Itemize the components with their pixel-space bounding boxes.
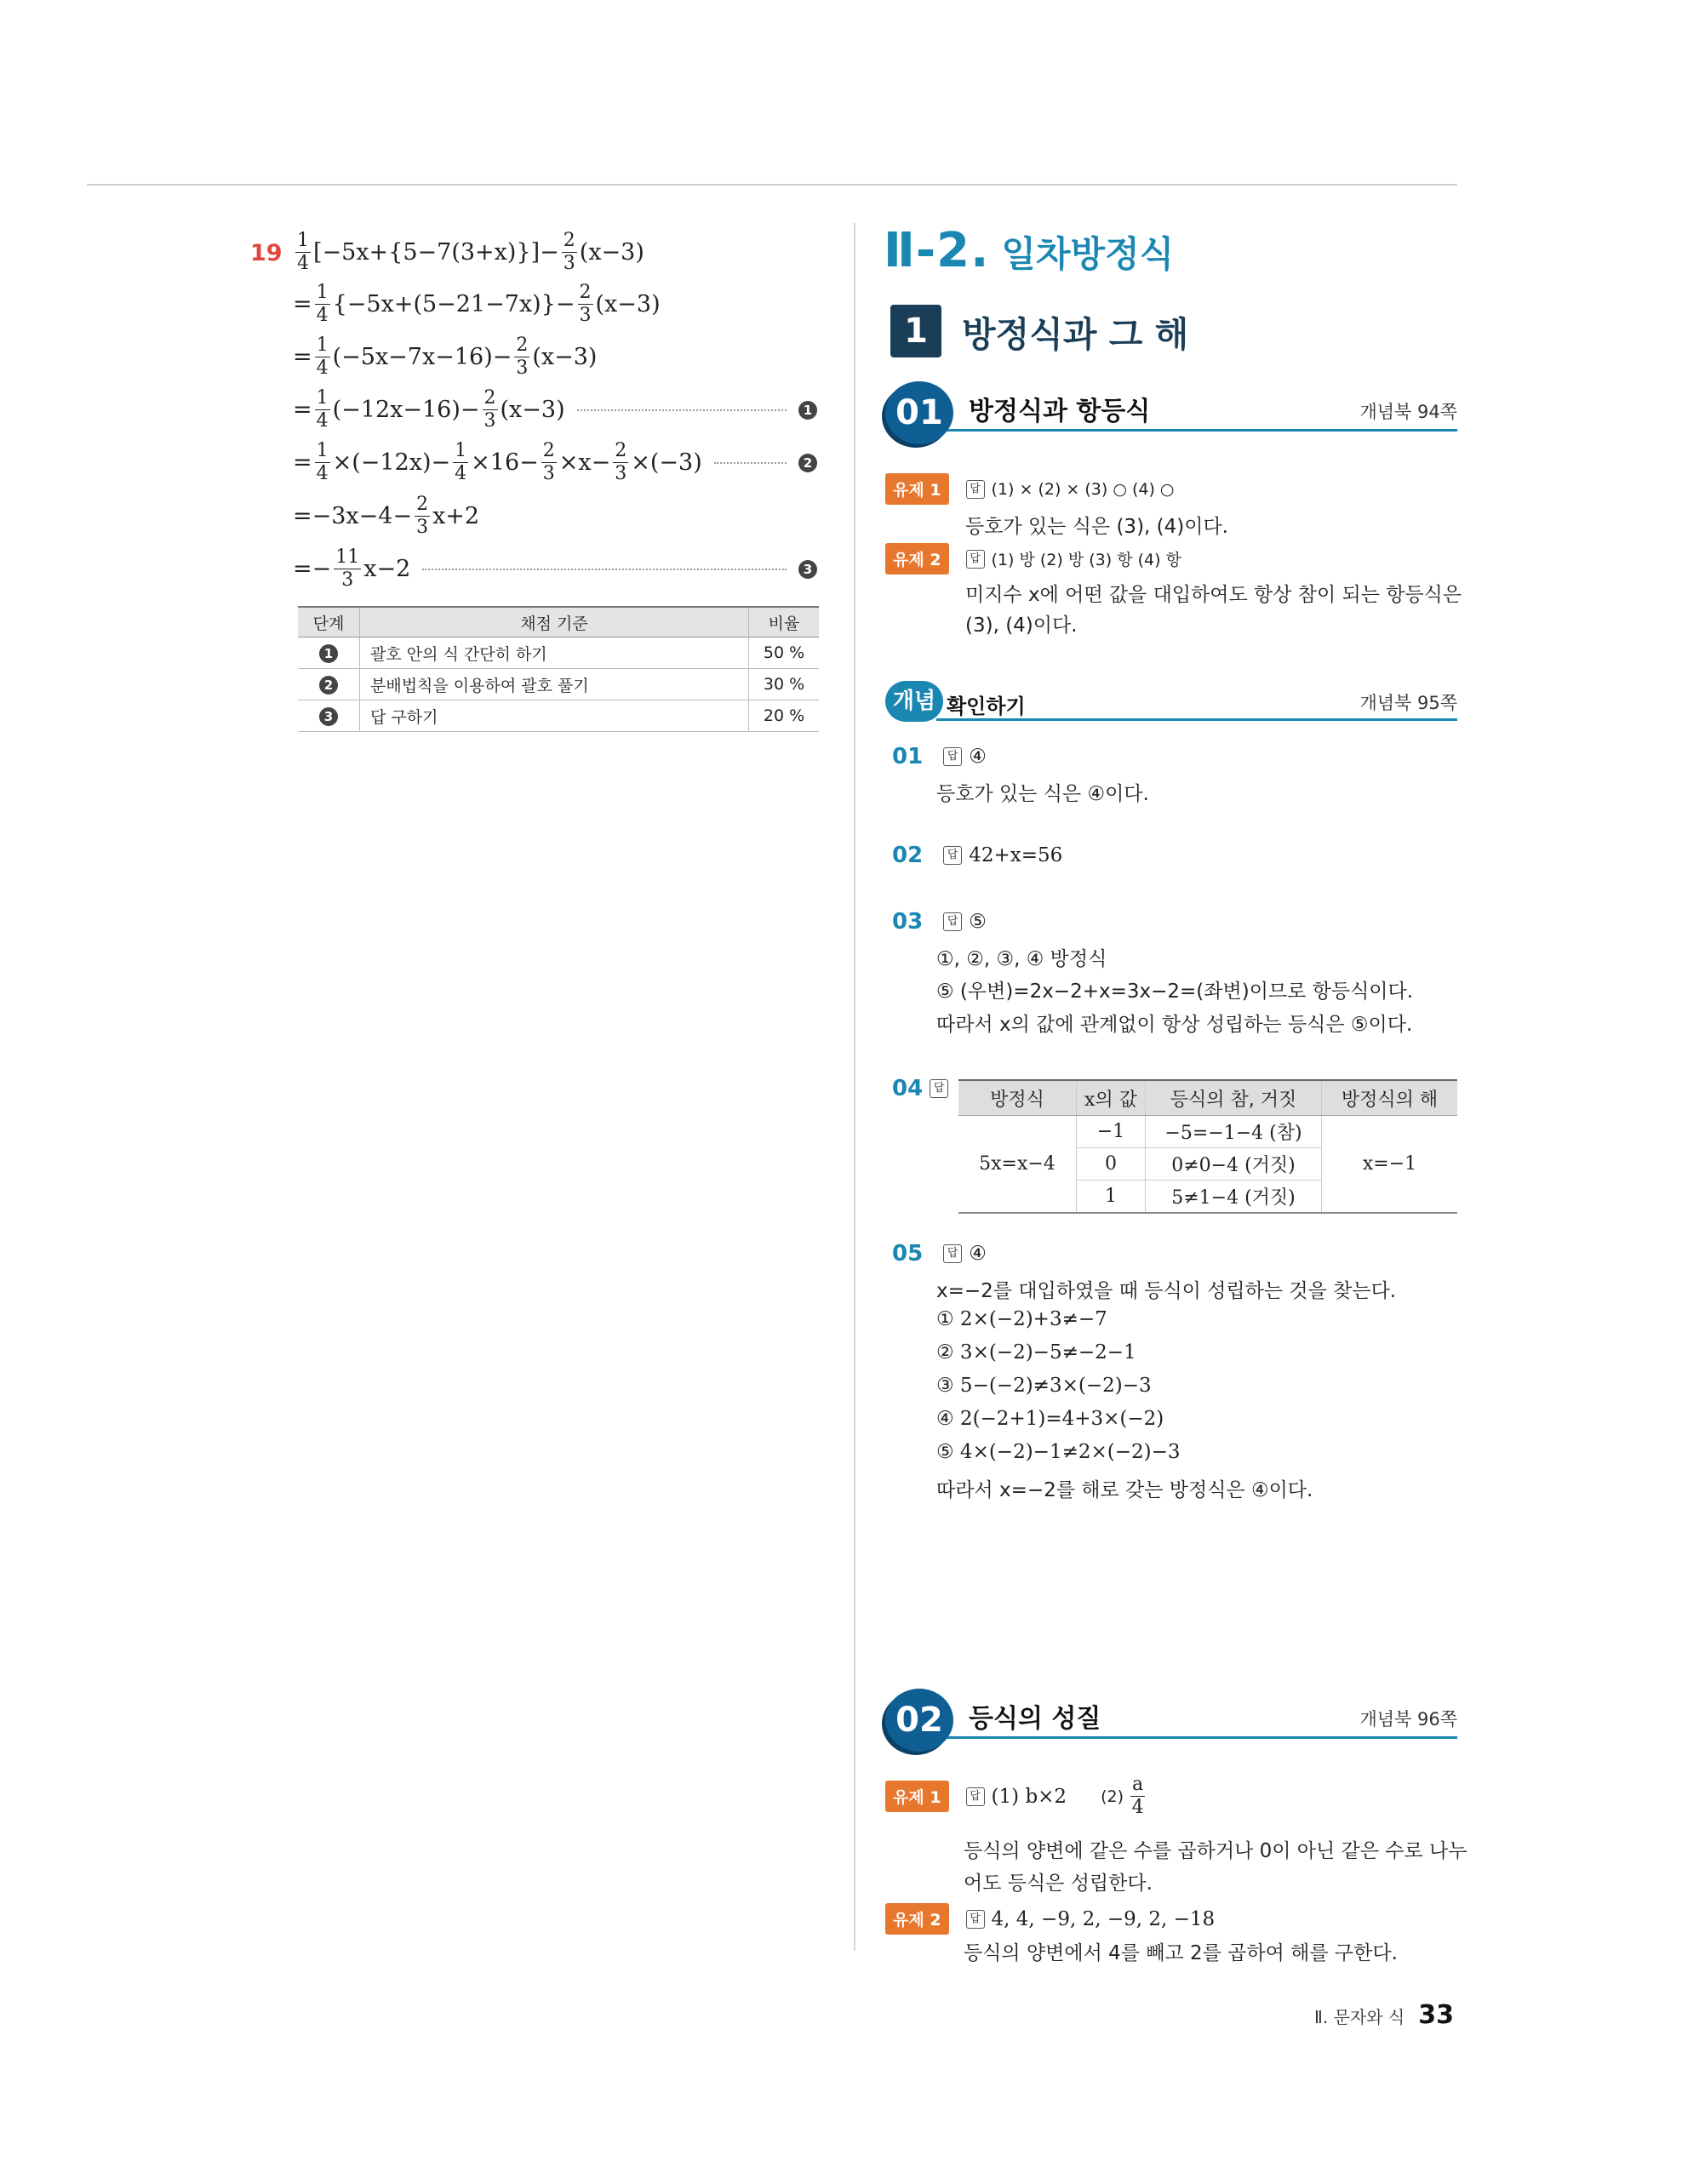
solution-line-3 bbox=[293, 336, 597, 378]
fraction bbox=[541, 442, 557, 483]
denominator: 3 bbox=[542, 463, 555, 484]
solution-line-7 bbox=[293, 548, 817, 590]
numerator: 2 bbox=[542, 440, 555, 461]
page-number: 33 bbox=[1418, 2000, 1454, 2030]
expression: (x−3) bbox=[500, 397, 565, 423]
denominator: 3 bbox=[416, 517, 429, 538]
fraction bbox=[453, 442, 468, 483]
numerator: 2 bbox=[416, 494, 429, 515]
problem-05 bbox=[892, 1241, 987, 1266]
numerator: 1 bbox=[316, 387, 329, 409]
expression: x−2 bbox=[363, 556, 411, 582]
explanation-text: 따라서 x=−2를 해로 갖는 방정식은 ④이다. bbox=[936, 1479, 1313, 1501]
header-true-false: 등식의 참, 거짓 bbox=[1146, 1080, 1322, 1116]
dotted-leader bbox=[714, 462, 787, 464]
header-solution: 방정식의 해 bbox=[1322, 1080, 1458, 1116]
explanation-text: 등호가 있는 식은 ④이다. bbox=[936, 783, 1149, 805]
ratio-cell: 50 % bbox=[749, 637, 820, 669]
numerator: 1 bbox=[455, 440, 467, 461]
expression: x+2 bbox=[432, 503, 480, 529]
problem-number: 01 bbox=[892, 744, 924, 769]
example-badge: 유제 1 bbox=[885, 473, 949, 505]
page-reference: 개념북 95쪽 bbox=[1359, 693, 1457, 713]
example-4 bbox=[885, 1903, 1215, 1935]
header-equation: 방정식 bbox=[958, 1080, 1077, 1116]
fraction bbox=[315, 283, 330, 325]
explanation-text: 등식의 양변에 같은 수를 곱하거나 0이 아닌 같은 수로 나누 bbox=[964, 1840, 1467, 1862]
example-badge: 유제 1 bbox=[885, 1781, 949, 1812]
line-prefix: = bbox=[293, 291, 312, 317]
explanation-text: (3), (4)이다. bbox=[965, 615, 1078, 637]
step-marker: 1 bbox=[319, 644, 338, 663]
answer-icon: 답 bbox=[943, 747, 962, 766]
column-divider bbox=[854, 223, 855, 1951]
answer-text: (1) × (2) × (3) ○ (4) ○ bbox=[991, 479, 1175, 499]
answer-text: 42+x=56 bbox=[969, 844, 1063, 866]
explanation-text: x=−2를 대입하였을 때 등식이 성립하는 것을 찾는다. bbox=[936, 1280, 1397, 1302]
numerator: 1 bbox=[316, 440, 329, 461]
fraction bbox=[613, 442, 628, 483]
equation-table bbox=[958, 1079, 1457, 1214]
x-value-cell: 0 bbox=[1077, 1148, 1146, 1181]
top-rule bbox=[87, 184, 1457, 186]
explanation-text: 등식의 양변에서 4를 빼고 2를 곱하여 해를 구한다. bbox=[964, 1942, 1398, 1964]
answer-text: (1) 방 (2) 방 (3) 항 (4) 항 bbox=[991, 551, 1181, 569]
denominator: 4 bbox=[316, 410, 329, 432]
answer-icon: 답 bbox=[966, 480, 985, 499]
denominator: 4 bbox=[316, 357, 329, 379]
subsection-underline bbox=[943, 1736, 1457, 1739]
expression: ×16− bbox=[471, 449, 539, 476]
equation-table-header bbox=[958, 1080, 1457, 1116]
header-step: 단계 bbox=[298, 607, 360, 637]
problem-03 bbox=[892, 909, 987, 935]
ratio-cell: 20 % bbox=[749, 700, 820, 732]
numerator: 2 bbox=[483, 387, 496, 409]
list-item: ④ 2(−2+1)=4+3×(−2) bbox=[936, 1408, 1164, 1430]
fraction bbox=[562, 232, 577, 273]
numerator: 2 bbox=[516, 334, 529, 356]
header-ratio: 비율 bbox=[749, 607, 820, 637]
table-row bbox=[298, 637, 819, 669]
step-marker: 1 bbox=[798, 401, 817, 420]
line-prefix: = bbox=[293, 449, 312, 476]
dotted-leader bbox=[577, 409, 787, 411]
line-prefix: = bbox=[293, 344, 312, 370]
page-reference: 개념북 96쪽 bbox=[1359, 1709, 1457, 1729]
x-value-cell: 1 bbox=[1077, 1181, 1146, 1214]
solution-cell: x=−1 bbox=[1322, 1116, 1458, 1214]
section-number: 1 bbox=[890, 305, 941, 357]
solution-line-2 bbox=[293, 283, 661, 325]
denominator: 3 bbox=[615, 463, 627, 484]
denominator: 4 bbox=[1131, 1797, 1144, 1818]
step-cell bbox=[298, 700, 360, 732]
numerator: 2 bbox=[615, 440, 627, 461]
subsection-02-header bbox=[885, 1689, 1457, 1752]
denominator: 3 bbox=[341, 569, 354, 591]
table-row bbox=[298, 700, 819, 732]
solution-line-6 bbox=[293, 495, 479, 537]
subsection-title: 등식의 성질 bbox=[969, 1704, 1101, 1734]
concept-title: 확인하기 bbox=[947, 695, 1026, 718]
list-item: ③ 5−(−2)≠3×(−2)−3 bbox=[936, 1375, 1152, 1397]
check-cell: 5≠1−4 (거짓) bbox=[1146, 1181, 1322, 1214]
fraction bbox=[1130, 1775, 1145, 1817]
solution-line-4 bbox=[293, 389, 817, 431]
answer-icon: 답 bbox=[966, 550, 985, 569]
subsection-number: 02 bbox=[885, 1689, 953, 1752]
expression: =−3x−4− bbox=[293, 503, 413, 529]
fraction bbox=[334, 548, 361, 590]
answer-icon: 답 bbox=[930, 1079, 948, 1098]
table-row bbox=[958, 1116, 1457, 1148]
subsection-number: 01 bbox=[885, 381, 953, 444]
check-cell: −5=−1−4 (참) bbox=[1146, 1116, 1322, 1148]
denominator: 3 bbox=[579, 305, 592, 326]
table-row bbox=[298, 669, 819, 700]
step-marker: 3 bbox=[319, 707, 338, 726]
expression: (x−3) bbox=[595, 291, 661, 317]
fraction bbox=[315, 442, 330, 483]
subsection-01-header bbox=[885, 381, 1457, 444]
section-title: 방정식과 그 해 bbox=[962, 314, 1189, 355]
fraction bbox=[578, 283, 593, 325]
list-item: ② 3×(−2)−5≠−2−1 bbox=[936, 1341, 1136, 1364]
problem-04 bbox=[892, 1076, 955, 1101]
expression: =− bbox=[293, 556, 332, 582]
expression: ×(−3) bbox=[631, 449, 702, 476]
answer-text: ④ bbox=[969, 746, 987, 768]
answer-icon: 답 bbox=[966, 1910, 985, 1929]
problem-01 bbox=[892, 744, 987, 769]
expression: (−12x−16)− bbox=[332, 397, 480, 423]
denominator: 4 bbox=[316, 463, 329, 484]
denominator: 3 bbox=[483, 410, 496, 432]
list-item: ① 2×(−2)+3≠−7 bbox=[936, 1308, 1107, 1330]
step-marker: 2 bbox=[319, 676, 338, 695]
header-x-value: x의 값 bbox=[1077, 1080, 1146, 1116]
answer-icon: 답 bbox=[943, 912, 962, 931]
expression: ×(−12x)− bbox=[332, 449, 451, 476]
numerator: 2 bbox=[563, 230, 575, 251]
fraction bbox=[315, 389, 330, 431]
solution-line-5 bbox=[293, 442, 817, 483]
dotted-leader bbox=[422, 569, 787, 570]
example-badge: 유제 2 bbox=[885, 543, 949, 575]
step-cell bbox=[298, 637, 360, 669]
expression: ×x− bbox=[558, 449, 611, 476]
expression: (−5x−7x−16)− bbox=[332, 344, 512, 370]
expression: [−5x+{5−7(3+x)}]− bbox=[313, 239, 559, 266]
denominator: 4 bbox=[455, 463, 467, 484]
numerator: 1 bbox=[316, 282, 329, 303]
example-2 bbox=[885, 543, 1181, 575]
check-cell: 0≠0−4 (거짓) bbox=[1146, 1148, 1322, 1181]
expression: (x−3) bbox=[579, 239, 644, 266]
header-criteria: 채점 기준 bbox=[360, 607, 749, 637]
step-marker: 2 bbox=[798, 454, 817, 472]
criteria-cell: 괄호 안의 식 간단히 하기 bbox=[360, 637, 749, 669]
criteria-cell: 답 구하기 bbox=[360, 700, 749, 732]
fraction bbox=[514, 336, 529, 378]
numerator: a bbox=[1132, 1774, 1144, 1795]
answer-text: ⑤ bbox=[969, 911, 987, 933]
answer-text: ④ bbox=[969, 1243, 987, 1265]
chapter-heading bbox=[884, 223, 1174, 278]
grading-table bbox=[298, 606, 819, 732]
numerator: 1 bbox=[316, 334, 329, 356]
answer-text: 4, 4, −9, 2, −9, 2, −18 bbox=[991, 1907, 1216, 1930]
answer-label: (2) bbox=[1101, 1787, 1124, 1806]
example-badge: 유제 2 bbox=[885, 1903, 949, 1935]
footer-chapter: Ⅱ. 문자와 식 bbox=[1314, 2007, 1405, 2027]
numerator: 2 bbox=[579, 282, 592, 303]
denominator: 3 bbox=[516, 357, 529, 379]
explanation-text: 어도 등식은 성립한다. bbox=[964, 1872, 1153, 1895]
concept-check-header bbox=[885, 677, 1457, 730]
answer-icon: 답 bbox=[943, 1244, 962, 1263]
ratio-cell: 30 % bbox=[749, 669, 820, 700]
chapter-title: 일차방정식 bbox=[1001, 233, 1175, 275]
problem-number: 04 bbox=[892, 1076, 924, 1101]
subsection-title: 방정식과 항등식 bbox=[969, 397, 1151, 426]
explanation-text: 미지수 x에 어떤 값을 대입하여도 항상 참이 되는 항등식은 bbox=[965, 584, 1462, 606]
answer-text: (1) b×2 bbox=[991, 1785, 1067, 1808]
grading-header-row bbox=[298, 607, 819, 637]
line-prefix: = bbox=[293, 397, 312, 423]
explanation-text: ①, ②, ③, ④ 방정식 bbox=[936, 948, 1107, 970]
denominator: 4 bbox=[316, 305, 329, 326]
problem-number: 05 bbox=[892, 1241, 924, 1266]
denominator: 4 bbox=[297, 253, 309, 274]
example-1 bbox=[885, 473, 1174, 505]
list-item: ⑤ 4×(−2)−1≠2×(−2)−3 bbox=[936, 1441, 1181, 1463]
equation-cell: 5x=x−4 bbox=[958, 1116, 1077, 1214]
denominator: 3 bbox=[563, 253, 575, 274]
explanation-text: 따라서 x의 값에 관계없이 항상 성립하는 등식은 ⑤이다. bbox=[936, 1014, 1413, 1036]
answer-icon: 답 bbox=[966, 1787, 985, 1806]
problem-02 bbox=[892, 843, 1062, 868]
expression: {−5x+(5−21−7x)}− bbox=[332, 291, 575, 317]
step-marker: 3 bbox=[798, 560, 817, 579]
step-cell bbox=[298, 669, 360, 700]
example-3 bbox=[885, 1775, 1147, 1817]
solution-line-1 bbox=[293, 232, 644, 273]
answer-icon: 답 bbox=[943, 846, 962, 865]
fraction bbox=[295, 232, 311, 273]
fraction bbox=[415, 495, 430, 537]
fraction bbox=[315, 336, 330, 378]
x-value-cell: −1 bbox=[1077, 1116, 1146, 1148]
fraction bbox=[483, 389, 498, 431]
expression: (x−3) bbox=[532, 344, 598, 370]
concept-pill: 개념 bbox=[885, 681, 943, 722]
problem-number: 02 bbox=[892, 843, 924, 868]
explanation-text: 등호가 있는 식은 (3), (4)이다. bbox=[965, 516, 1228, 538]
criteria-cell: 분배법칙을 이용하여 괄호 풀기 bbox=[360, 669, 749, 700]
numerator: 11 bbox=[335, 546, 360, 568]
explanation-text: ⑤ (우변)=2x−2+x=3x−2=(좌변)이므로 항등식이다. bbox=[936, 981, 1414, 1003]
subsection-underline bbox=[943, 429, 1457, 432]
page-footer bbox=[1314, 2000, 1454, 2030]
problem-number: 19 bbox=[250, 240, 283, 266]
problem-number: 03 bbox=[892, 909, 924, 935]
numerator: 1 bbox=[297, 230, 309, 251]
page-reference: 개념북 94쪽 bbox=[1359, 402, 1457, 422]
chapter-number: Ⅱ-2. bbox=[884, 223, 990, 278]
